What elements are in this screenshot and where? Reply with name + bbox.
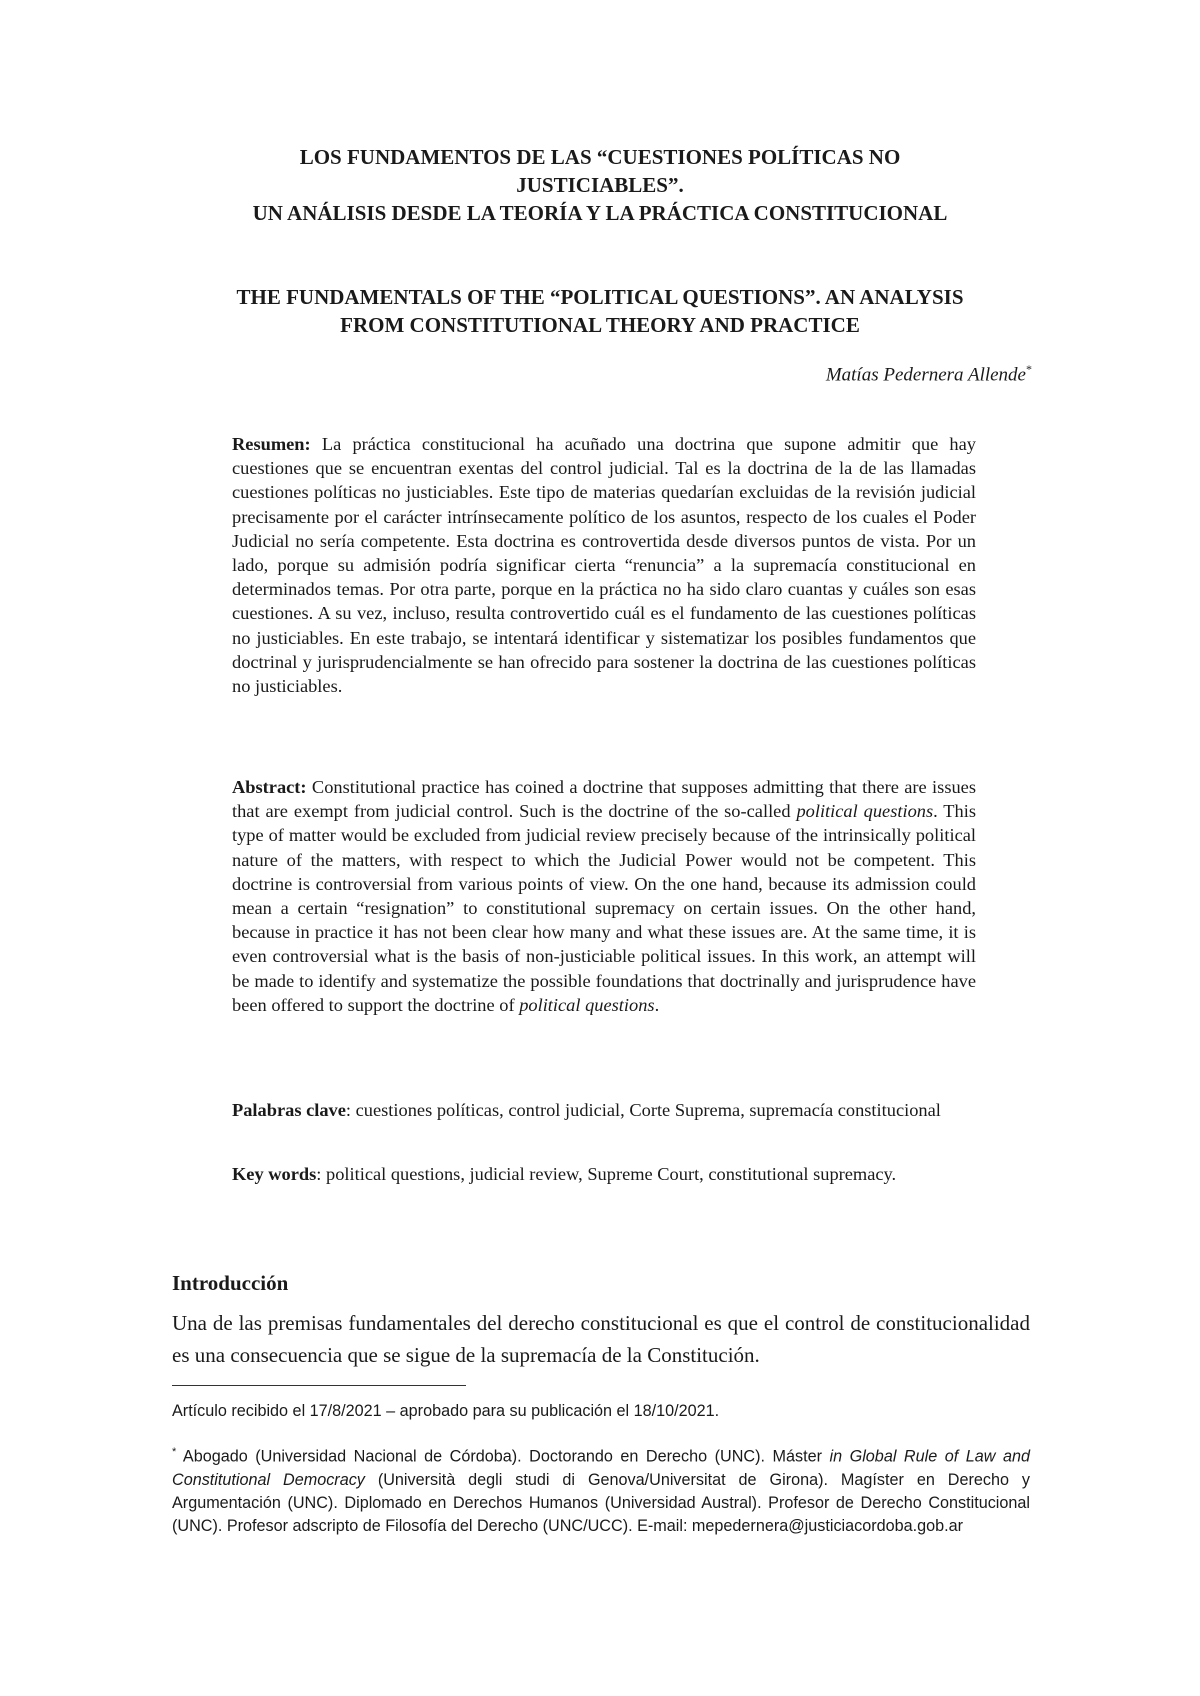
keywords-english-label: Key words [232, 1164, 317, 1184]
resumen-text: La práctica constitucional ha acuñado una doctrina que supone admitir que hay cuestiones que se encuentran exentas del control judicial. Tal es la doctrina de la de las llamadas cuestiones políticas no justiciables. Este tipo de materias quedarían excluidas de la revisión judicial precisamente por el carácter intrínsecamente político de los asuntos, respecto de los cuales el Poder Judicial no sería competente. Esta doctrina es controvertida desde diversos puntos de vista. Por un lado, porque su admisión podría significar cierta “renuncia” a la supremacía constitucional en determinados temas. Por otra parte, porque en la práctica no ha sido claro cuantas y cuáles son esas cuestiones. A su vez, incluso, resulta controvertido cuál es el fundamento de las cuestiones políticas no justiciables. En este trabajo, se intentará identificar y sistematizar los posibles fundamentos que doctrinal y jurisprudencialmente se han ofrecido para sostener la doctrina de las cuestiones políticas no justiciables. [232, 434, 976, 697]
footnote-received-text: Artículo recibido el 17/8/2021 – aprobado para su publicación el 18/10/2021. [172, 1402, 720, 1420]
introduction-paragraph: Una de las premisas fundamentales del derecho constitucional es que el control de constitucionalidad es una consecuencia que se sigue de la supremacía de la Constitución. [172, 1311, 1030, 1367]
footnote-author-paragraph [172, 1441, 1030, 1538]
author-byline [826, 357, 1032, 387]
resumen-paragraph [232, 432, 976, 698]
resumen-section [232, 432, 976, 698]
footnote-author [172, 1441, 1030, 1538]
title-spanish-line-2: JUSTICIABLES”. [516, 173, 684, 197]
footnote-author-text-a: Abogado (Universidad Nacional de Córdoba). Doctorando en Derecho (UNC). Máster [176, 1447, 830, 1466]
introduction-heading: Introducción [172, 1271, 289, 1295]
keywords-english-text: : political questions, judicial review, Supreme Court, constitutional supremacy. [316, 1164, 897, 1184]
author-footnote-mark: * [1026, 362, 1032, 376]
keywords-english-paragraph [232, 1162, 976, 1186]
title-english-line-1: THE FUNDAMENTALS OF THE “POLITICAL QUESTIONS”. AN ANALYSIS [236, 285, 964, 309]
title-english [170, 283, 1030, 339]
abstract-text-1: Constitutional practice has coined a doctrine that supposes admitting that there are issues that are exempt from judicial control. Such is the doctrine of the so-called [232, 777, 976, 822]
footnote-received [172, 1400, 1030, 1423]
introduction-body [172, 1307, 1030, 1371]
keywords-spanish-text: : cuestiones políticas, control judicial, Corte Suprema, supremacía constitucional [345, 1100, 941, 1120]
abstract-italic-term-1: political questions [796, 801, 934, 822]
title-spanish [170, 143, 1030, 227]
keywords-spanish-label: Palabras clave [232, 1100, 346, 1120]
title-spanish-line-3: UN ANÁLISIS DESDE LA TEORÍA Y LA PRÁCTICA CONSTITUCIONAL [252, 201, 948, 225]
abstract-label: Abstract: [232, 777, 307, 797]
abstract-section [232, 775, 976, 1017]
abstract-italic-term-2: political questions [519, 994, 655, 1015]
abstract-text-3: . [654, 994, 660, 1015]
title-spanish-line-1: LOS FUNDAMENTOS DE LAS “CUESTIONES POLÍTICAS NO [299, 145, 901, 169]
abstract-text-2: . This type of matter would be excluded from judicial review precisely because of the intrinsically political nature of the matters, with respect to which the Judicial Power would not be competent. This doctrine is controversial from various points of view. On the one hand, because its admission could mean a certain “resignation” to constitutional supremacy on certain issues. On the other hand, because in practice it has not been clear how many and what these issues are. At the same time, it is even controversial what is the basis of non-justiciable political issues. In this work, an attempt will be made to identify and systematize the possible foundations that doctrinally and jurisprudence have been offered to support the doctrine of [232, 801, 976, 1015]
abstract-paragraph [232, 775, 976, 1017]
footnote-author-mark: * [172, 1446, 177, 1458]
keywords-spanish-paragraph [232, 1098, 976, 1122]
keywords-english [232, 1162, 976, 1186]
footnote-separator [172, 1385, 466, 1386]
footnote-author-italic: in Global Rule of Law and Constitutional Democracy [172, 1447, 1031, 1489]
title-english-line-2: FROM CONSTITUTIONAL THEORY AND PRACTICE [340, 313, 860, 337]
footnote-author-text-b: (Università degli studi di Genova/Universitat de Girona). Magíster en Derecho y Argumentación (UNC). Diplomado en Derechos Humanos (Universidad Austral). Profesor de Derecho Constitucional (UNC). Profesor adscripto de Filosofía del Derecho (UNC/UCC). E-mail: mepedernera@justiciacordoba.gob.ar [172, 1470, 1031, 1535]
author-name: Matías Pedernera Allende [825, 364, 1026, 386]
resumen-label: Resumen: [232, 434, 311, 454]
keywords-spanish [232, 1098, 976, 1122]
